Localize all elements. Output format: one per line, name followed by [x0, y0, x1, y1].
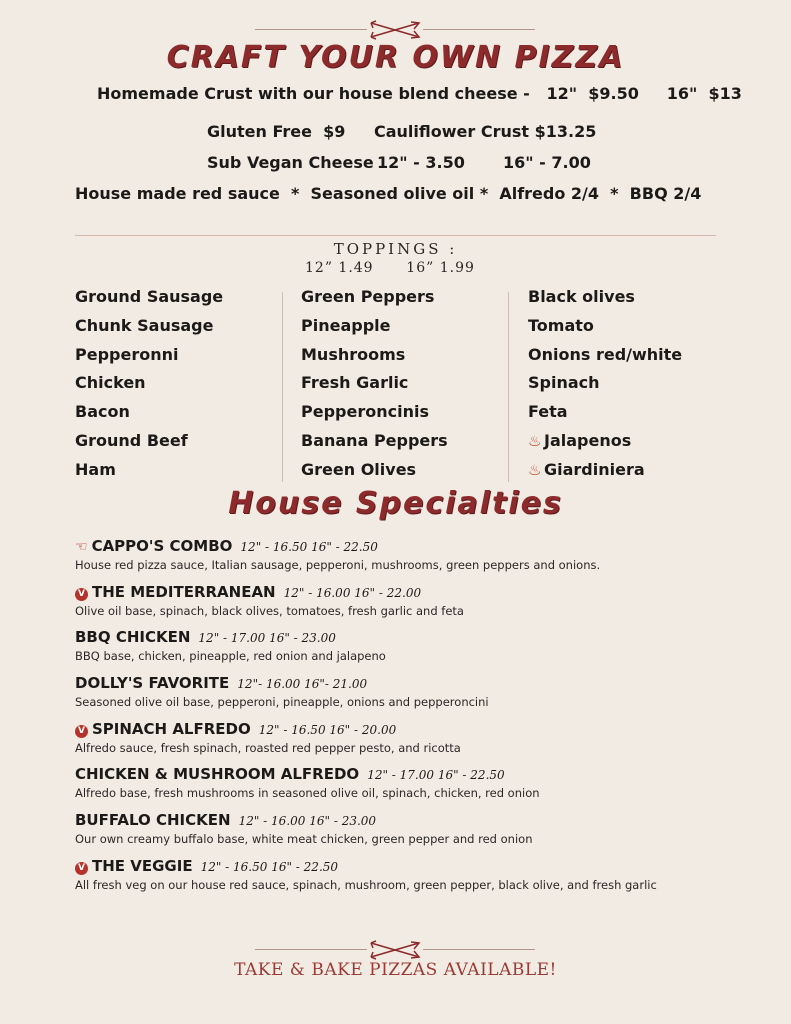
- specialty-description: Alfredo sauce, fresh spinach, roasted red pepper pesto, and ricotta: [75, 740, 461, 755]
- topping-item: Pepperoncinis: [301, 402, 429, 422]
- specialty-name: THE VEGGIE: [92, 856, 193, 875]
- crust-price-line: Homemade Crust with our house blend cheese - 12" $9.50 16" $13: [97, 84, 742, 103]
- specialty-description: Olive oil base, spinach, black olives, tomatoes, fresh garlic and feta: [75, 603, 464, 618]
- specialty-item: [75, 856, 755, 902]
- specialty-description: Our own creamy buffalo base, white meat chicken, green pepper and red onion: [75, 832, 533, 847]
- topping-item: Mushrooms: [301, 344, 406, 364]
- specialties-list: [75, 536, 755, 902]
- specialty-item: [75, 810, 755, 856]
- toppings-prices: 12” 1.49 16” 1.99: [305, 260, 475, 276]
- specialty-price: 12" - 16.00 16" - 23.00: [238, 814, 377, 829]
- topping-item: Ground Beef: [75, 430, 188, 450]
- specialty-price: 12"- 16.00 16"- 21.00: [237, 677, 368, 692]
- vegetarian-icon: V: [75, 588, 88, 601]
- column-separator: [508, 292, 509, 482]
- vegetarian-icon: V: [75, 725, 88, 738]
- specialty-name: DOLLY'S FAVORITE: [75, 674, 230, 693]
- specialty-item: [75, 627, 755, 673]
- vegan-cheese-label: Sub Vegan Cheese: [207, 153, 374, 172]
- toppings-heading: TOPPINGS :: [333, 240, 458, 258]
- specialty-price: 12" - 16.50 16" - 20.00: [258, 722, 397, 737]
- specialty-price: 12" - 16.00 16" - 22.00: [283, 585, 422, 600]
- specialty-item: [75, 673, 755, 719]
- specialty-item: [75, 582, 755, 628]
- specialty-description: Alfredo base, fresh mushrooms in seasoned olive oil, spinach, chicken, red onion: [75, 786, 540, 801]
- specialty-price: 12" - 17.00 16" - 23.00: [198, 631, 336, 646]
- toppings-column-veg: [301, 287, 448, 489]
- vegetarian-icon: V: [75, 862, 88, 875]
- specialty-item: [75, 719, 755, 765]
- topping-item: Feta: [528, 402, 568, 422]
- topping-item: Chunk Sausage: [75, 315, 214, 335]
- specialty-description: BBQ base, chicken, pineapple, red onion and jalapeno: [75, 649, 386, 664]
- arrow-ornament-top: [255, 20, 535, 40]
- vegan-12-price: 12" - 3.50: [377, 153, 465, 172]
- topping-item: Spinach: [528, 373, 600, 393]
- specialties-title: House Specialties: [228, 486, 563, 521]
- sauce-options: House made red sauce * Seasoned olive oil * Alfredo 2/4 * BBQ 2/4: [75, 184, 702, 203]
- specialty-description: All fresh veg on our house red sauce, spinach, mushroom, green pepper, black olive, and fresh garlic: [75, 877, 657, 892]
- topping-item: Banana Peppers: [301, 430, 448, 450]
- specialty-price: 12" - 17.00 16" - 22.50: [367, 768, 505, 783]
- topping-item: Green Peppers: [301, 287, 435, 306]
- gluten-free-price: Gluten Free $9: [207, 122, 346, 141]
- crossed-arrows-icon: [367, 940, 423, 960]
- specialty-name: CAPPO'S COMBO: [91, 537, 233, 555]
- toppings-column-other: [528, 287, 682, 489]
- toppings-column-meats: [75, 287, 223, 489]
- specialty-description: Seasoned olive oil base, pepperoni, pineapple, onions and pepperoncini: [75, 695, 489, 710]
- topping-item: Ham: [75, 459, 116, 479]
- take-and-bake-note: TAKE & BAKE PIZZAS AVAILABLE!: [234, 960, 557, 980]
- topping-item: Ground Sausage: [75, 287, 224, 306]
- topping-item: Fresh Garlic: [301, 373, 409, 393]
- topping-item: Onions red/white: [528, 344, 683, 364]
- cauliflower-price: Cauliflower Crust $13.25: [374, 122, 597, 141]
- fire-icon: ♨: [528, 460, 542, 479]
- specialty-name: THE MEDITERRANEAN: [92, 582, 276, 601]
- arrow-ornament-bottom: [255, 940, 535, 960]
- crossed-arrows-icon: [367, 20, 423, 40]
- section-divider: [75, 235, 716, 236]
- specialty-name: SPINACH ALFREDO: [92, 719, 251, 738]
- specialty-item: [75, 536, 755, 582]
- specialty-name: BUFFALO CHICKEN: [75, 811, 231, 830]
- topping-item: Pepperonni: [75, 344, 179, 364]
- topping-item: Bacon: [75, 402, 130, 422]
- topping-item: Black olives: [528, 287, 635, 306]
- pointing-hand-icon: ☜: [75, 539, 88, 555]
- specialty-item: [75, 764, 755, 810]
- column-separator: [282, 292, 283, 482]
- specialty-price: 12" - 16.50 16" - 22.50: [200, 859, 339, 874]
- topping-item: Pineapple: [301, 315, 391, 335]
- topping-item-spicy: ♨ Jalapenos: [528, 430, 632, 450]
- topping-item: Tomato: [528, 315, 594, 335]
- specialty-description: House red pizza sauce, Italian sausage, pepperoni, mushrooms, green peppers and onions.: [75, 558, 601, 572]
- topping-item: Green Olives: [301, 459, 417, 479]
- specialty-name: BBQ CHICKEN: [75, 628, 191, 647]
- craft-title: CRAFT YOUR OWN PIZZA: [166, 40, 625, 75]
- specialty-name: CHICKEN & MUSHROOM ALFREDO: [75, 765, 360, 784]
- topping-item-spicy: ♨ Giardiniera: [528, 459, 645, 479]
- fire-icon: ♨: [528, 431, 542, 450]
- topping-item: Chicken: [75, 373, 146, 393]
- vegan-16-price: 16" - 7.00: [503, 153, 591, 172]
- specialty-price: 12" - 16.50 16" - 22.50: [240, 540, 378, 554]
